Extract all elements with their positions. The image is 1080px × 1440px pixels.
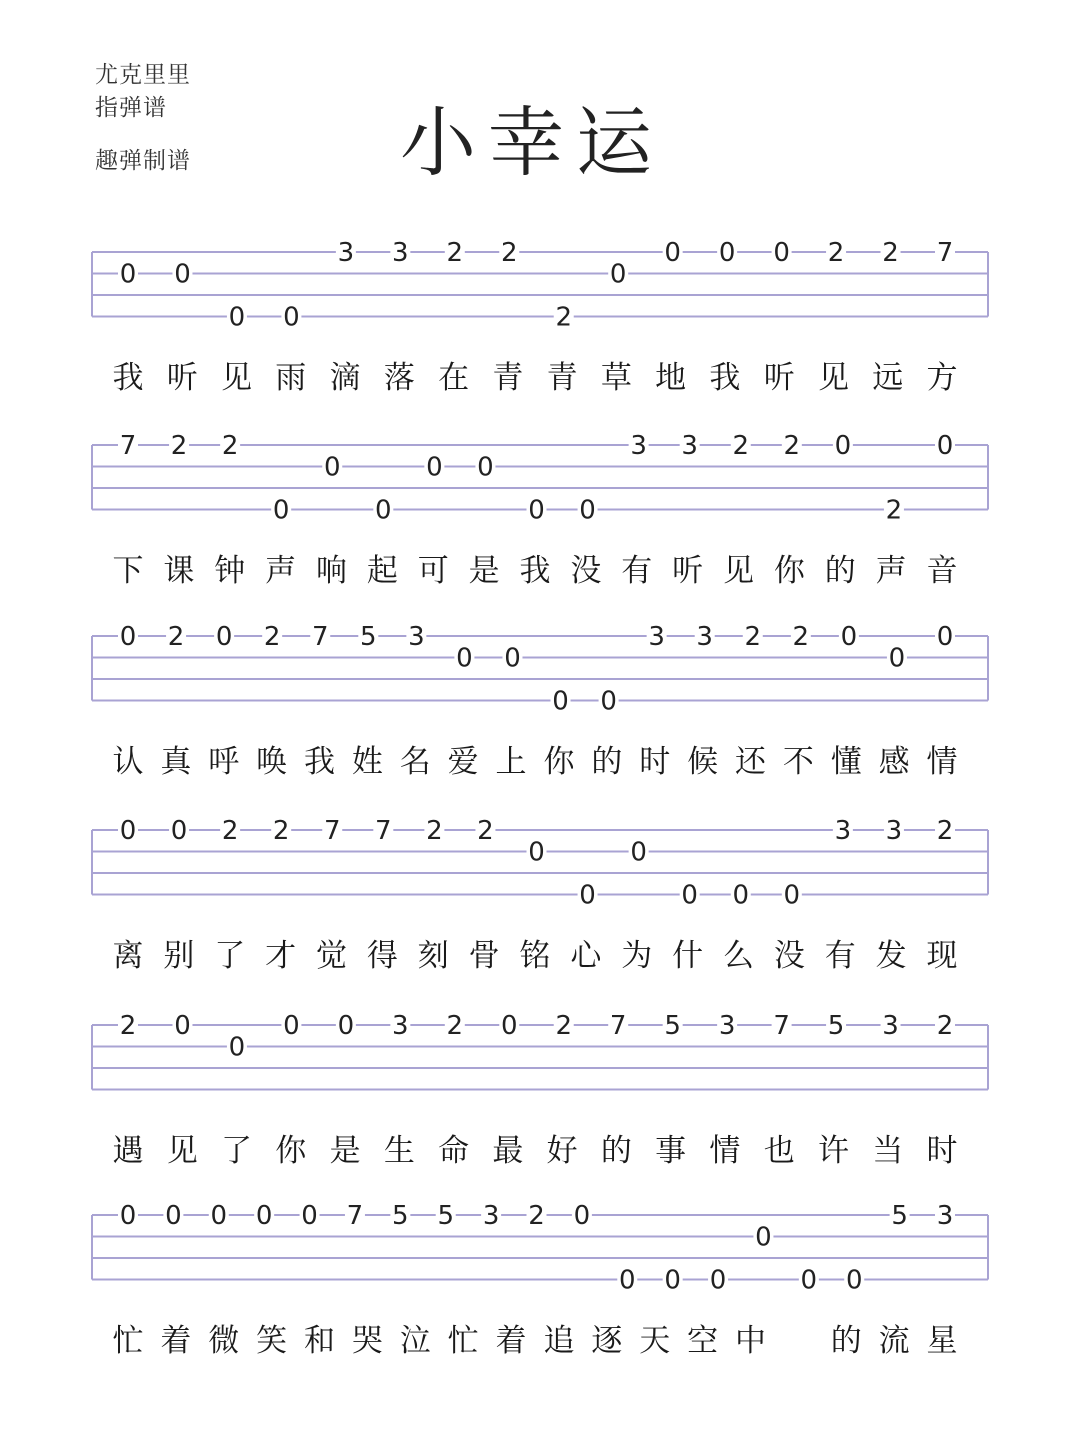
fret-number: 5: [437, 1201, 454, 1231]
fret-number: 0: [630, 837, 647, 868]
lyric-char: 远: [872, 360, 904, 396]
lyric-char: 见: [817, 360, 849, 396]
lyric-char: 现: [926, 938, 958, 974]
fret-number: 0: [170, 816, 188, 846]
fret-number: 7: [375, 816, 392, 846]
lyric-char: 你: [275, 1133, 307, 1169]
lyric-char: 起: [366, 553, 398, 589]
tab-staff: [0, 1201, 1080, 1305]
lyric-char: 雨: [275, 360, 307, 396]
lyric-char: 我: [304, 744, 336, 780]
fret-number: 0: [426, 452, 443, 483]
lyric-char: 觉: [316, 938, 347, 974]
lyric-char: 忙: [112, 1323, 144, 1359]
tab-system: [0, 622, 1080, 806]
lyric-char: 没: [773, 938, 805, 974]
lyric-char: 遇: [112, 1133, 144, 1169]
fret-number: 0: [552, 686, 569, 717]
fret-number: 0: [936, 431, 954, 461]
lyric-char: 见: [166, 1133, 198, 1169]
lyric-char: 发: [875, 938, 907, 974]
lyric-char: 钟: [214, 553, 246, 589]
lyric-char: 得: [366, 938, 398, 974]
fret-number: 0: [528, 495, 545, 526]
lyric-char: 名: [399, 744, 431, 780]
lyric-char: 好: [546, 1133, 578, 1169]
fret-number: 0: [528, 837, 545, 868]
lyric-char: 心: [570, 938, 602, 974]
tab-system: [0, 1011, 1080, 1195]
lyric-char: 和: [304, 1323, 336, 1359]
fret-number: 2: [783, 431, 801, 461]
lyric-char: 落: [383, 360, 415, 396]
fret-number: 7: [346, 1201, 364, 1231]
lyric-char: 情: [709, 1133, 741, 1169]
fret-number: 0: [773, 238, 790, 268]
fret-number: 0: [283, 1011, 300, 1041]
fret-number: 3: [885, 816, 903, 846]
credit-label: 趣弹制谱: [95, 148, 191, 174]
fret-number: 2: [555, 302, 573, 333]
lyric-char: 么: [723, 938, 754, 974]
lyric-char: 可: [417, 553, 449, 589]
fret-number: 2: [170, 431, 188, 461]
fret-number: 3: [392, 238, 409, 268]
lyric-char: 滴: [329, 360, 361, 396]
fret-number: 2: [221, 816, 239, 846]
lyric-char: 离: [112, 938, 144, 974]
fret-number: 0: [709, 1265, 727, 1296]
tab-system: [0, 1201, 1080, 1385]
lyric-char: 追: [543, 1323, 575, 1359]
lyric-char: 了: [221, 1133, 253, 1169]
fret-number: 0: [619, 1265, 636, 1296]
fret-number: 0: [272, 495, 290, 526]
fret-number: 3: [834, 816, 852, 846]
lyric-char: 我: [112, 360, 144, 396]
fret-number: 0: [119, 816, 137, 846]
lyric-char: 方: [926, 360, 958, 396]
fret-number: 0: [579, 880, 596, 911]
lyric-char: 上: [495, 744, 527, 780]
fret-number: 3: [337, 238, 355, 268]
fret-number: 0: [337, 1011, 355, 1041]
lyric-char: 事: [655, 1133, 687, 1169]
lyric-char: 有: [824, 938, 856, 974]
lyric-char: 空: [687, 1323, 719, 1359]
fret-number: 2: [827, 238, 845, 268]
fret-number: 3: [936, 1201, 954, 1231]
fret-number: 0: [681, 880, 698, 911]
fret-number: 2: [263, 622, 281, 652]
lyric-char: 见: [221, 360, 253, 396]
lyric-char: 中: [734, 1323, 766, 1359]
fret-number: 2: [744, 622, 762, 652]
song-title: 小幸运: [400, 98, 664, 187]
lyric-char: 天: [639, 1323, 671, 1359]
fret-number: 0: [664, 1265, 681, 1296]
fret-number: 7: [773, 1011, 790, 1041]
lyric-char: 的: [600, 1133, 632, 1169]
fret-number: 0: [845, 1265, 863, 1296]
lyric-char: 了: [214, 938, 246, 974]
lyric-char: 什: [672, 938, 704, 974]
lyric-char: 认: [112, 744, 144, 780]
lyric-char: 青: [492, 360, 524, 396]
fret-number: 3: [408, 622, 425, 652]
fret-number: 2: [119, 1011, 137, 1041]
tab-staff: [0, 622, 1080, 726]
fret-number: 0: [301, 1201, 318, 1231]
lyric-char: 不: [782, 744, 814, 780]
fret-number: 0: [119, 622, 137, 652]
fret-number: 0: [609, 259, 627, 290]
lyric-char: 刻: [417, 938, 449, 974]
lyric-char: 命: [438, 1133, 470, 1169]
fret-number: 5: [360, 622, 377, 652]
tab-system: [0, 238, 1080, 422]
lyric-char: 泣: [399, 1323, 431, 1359]
tab-staff: [0, 431, 1080, 535]
fret-number: 5: [392, 1201, 409, 1231]
fret-number: 5: [827, 1011, 845, 1041]
fret-number: 0: [174, 1011, 191, 1041]
fret-number: 0: [456, 643, 473, 674]
fret-number: 2: [555, 1011, 573, 1041]
lyric-char: 还: [734, 744, 766, 780]
lyric-char: 星: [926, 1323, 958, 1359]
lyric-char: 笑: [256, 1323, 288, 1359]
lyric-char: 懂: [830, 744, 862, 780]
lyric-char: 有: [621, 553, 653, 589]
lyric-char: 地: [655, 360, 687, 396]
tab-system: [0, 431, 1080, 615]
tab-staff: [0, 238, 1080, 342]
lyric-char: 的: [830, 1323, 862, 1359]
fret-number: 0: [375, 495, 392, 526]
fret-number: 0: [600, 686, 617, 717]
fret-number: 3: [882, 1011, 899, 1041]
lyric-char: 时: [926, 1133, 958, 1169]
fret-number: 0: [500, 1011, 518, 1041]
lyric-char: 我: [709, 360, 741, 396]
fret-number: 2: [477, 816, 494, 846]
lyric-char: 最: [492, 1133, 524, 1169]
fret-number: 0: [210, 1201, 228, 1231]
fret-number: 0: [165, 1201, 182, 1231]
lyric-char: 音: [926, 553, 958, 589]
fret-number: 7: [609, 1011, 627, 1041]
lyric-char: 听: [672, 553, 704, 589]
lyric-char: 课: [163, 553, 195, 589]
fret-number: 0: [119, 259, 137, 290]
lyric-char: 听: [166, 360, 198, 396]
fret-number: 0: [228, 1032, 246, 1063]
tab-system: [0, 816, 1080, 1000]
fret-number: 0: [579, 495, 596, 526]
lyric-char: 听: [763, 360, 795, 396]
fret-number: 0: [718, 238, 736, 268]
fret-number: 5: [664, 1011, 681, 1041]
lyric-char: 爱: [447, 744, 479, 780]
fret-number: 0: [732, 880, 750, 911]
fret-number: 2: [936, 1011, 954, 1041]
fret-number: 2: [221, 431, 239, 461]
fret-number: 0: [664, 238, 681, 268]
fret-number: 0: [323, 452, 341, 483]
fret-number: 0: [800, 1265, 818, 1296]
lyric-char: 情: [926, 744, 958, 780]
lyric-char: 是: [468, 553, 500, 589]
fret-number: 0: [228, 302, 246, 333]
fret-number: 0: [936, 622, 954, 652]
fret-number: 3: [696, 622, 713, 652]
fret-number: 2: [272, 816, 290, 846]
fret-number: 3: [681, 431, 698, 461]
lyric-char: 姓: [351, 744, 383, 780]
lyric-char: 的: [591, 744, 623, 780]
lyric-char: 也: [763, 1133, 795, 1169]
fret-number: 3: [392, 1011, 409, 1041]
fret-number: 2: [446, 238, 464, 268]
lyric-char: 的: [824, 553, 856, 589]
lyric-char: 为: [621, 938, 653, 974]
fret-number: 2: [500, 238, 518, 268]
fret-number: 0: [477, 452, 494, 483]
fret-number: 0: [755, 1222, 772, 1253]
fret-number: 0: [888, 643, 906, 674]
fret-number: 3: [630, 431, 647, 461]
lyric-char: 没: [570, 553, 602, 589]
lyric-char: 声: [875, 553, 907, 589]
lyric-char: 在: [438, 360, 470, 396]
lyric-char: 青: [546, 360, 578, 396]
fret-number: 3: [482, 1201, 500, 1231]
fret-number: 7: [119, 431, 137, 461]
lyric-char: 忙: [447, 1323, 479, 1359]
fret-number: 2: [882, 238, 899, 268]
lyric-char: 流: [878, 1323, 910, 1359]
lyric-char: 铭: [519, 938, 551, 974]
lyric-char: 响: [316, 553, 347, 589]
lyric-char: 感: [878, 744, 910, 780]
lyric-char: 声: [265, 553, 297, 589]
fret-number: 7: [936, 238, 954, 268]
fret-number: 7: [311, 622, 329, 652]
fret-number: 0: [504, 643, 521, 674]
fret-number: 0: [174, 259, 191, 290]
lyric-char: 才: [265, 938, 297, 974]
fret-number: 0: [283, 302, 300, 333]
fret-number: 0: [119, 1201, 137, 1231]
lyric-char: 你: [773, 553, 805, 589]
tab-staff: [0, 816, 1080, 920]
fret-number: 2: [732, 431, 750, 461]
fret-number: 2: [885, 495, 903, 526]
lyric-char: 时: [639, 744, 671, 780]
lyric-char: 生: [383, 1133, 415, 1169]
lyric-char: 我: [519, 553, 551, 589]
lyric-char: 下: [112, 553, 144, 589]
fret-number: 5: [891, 1201, 908, 1231]
lyric-char: 别: [163, 938, 195, 974]
fret-number: 0: [783, 880, 801, 911]
lyric-char: 草: [600, 360, 632, 396]
fret-number: 2: [528, 1201, 545, 1231]
fret-number: 2: [936, 816, 954, 846]
lyric-char: 见: [723, 553, 754, 589]
instrument-label: 尤克里里: [95, 62, 191, 88]
fret-number: 2: [167, 622, 185, 652]
score-type-label: 指弹谱: [95, 95, 167, 121]
fret-number: 3: [648, 622, 665, 652]
tab-staff: [0, 1011, 1080, 1115]
lyric-char: 骨: [468, 938, 500, 974]
lyric-char: 你: [543, 744, 575, 780]
lyric-char: 许: [817, 1133, 849, 1169]
fret-number: 2: [792, 622, 810, 652]
lyric-char: 当: [872, 1133, 904, 1169]
fret-number: 0: [573, 1201, 591, 1231]
lyric-char: 唤: [256, 744, 288, 780]
lyric-char: 微: [208, 1323, 240, 1359]
fret-number: 2: [426, 816, 443, 846]
fret-number: 0: [255, 1201, 273, 1231]
lyric-char: 候: [687, 744, 719, 780]
lyric-char: 真: [160, 744, 192, 780]
lyric-char: 着: [495, 1323, 527, 1359]
fret-number: 2: [446, 1011, 464, 1041]
fret-number: 3: [718, 1011, 736, 1041]
fret-number: 0: [215, 622, 233, 652]
lyric-char: 呼: [208, 744, 240, 780]
lyric-char: 逐: [591, 1323, 623, 1359]
lyric-char: 着: [160, 1323, 192, 1359]
fret-number: 7: [323, 816, 341, 846]
fret-number: 0: [834, 431, 852, 461]
lyric-char: 哭: [351, 1323, 383, 1359]
lyric-char: 是: [329, 1133, 361, 1169]
fret-number: 0: [840, 622, 858, 652]
